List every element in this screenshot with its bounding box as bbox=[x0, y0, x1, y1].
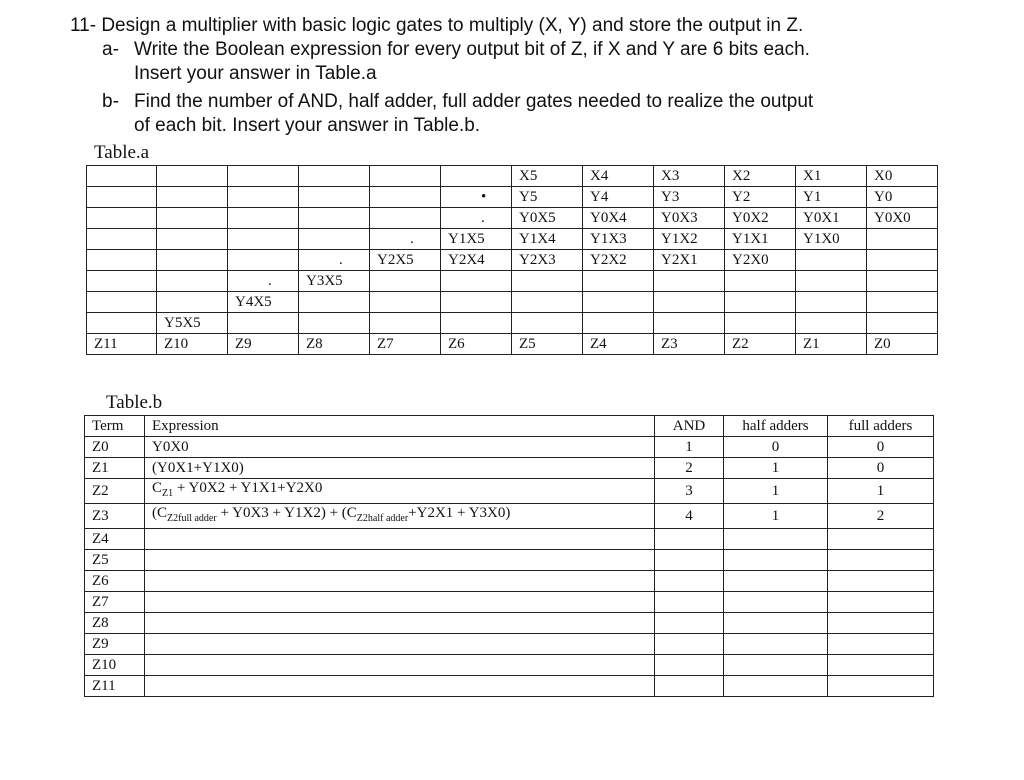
table-b-cell-full: 1 bbox=[828, 479, 934, 504]
table-a-row bbox=[87, 334, 938, 355]
table-b-cell-term: Z9 bbox=[85, 634, 145, 655]
table-b-cell-and: 2 bbox=[655, 458, 724, 479]
table-b-row bbox=[85, 676, 934, 697]
table-a-cell bbox=[157, 187, 228, 208]
table-a-cell bbox=[796, 250, 867, 271]
table-b-header-cell: half adders bbox=[724, 416, 828, 437]
table-b-cell-expr bbox=[145, 479, 655, 504]
table-a-cell bbox=[87, 250, 157, 271]
table-b-cell-term: Z3 bbox=[85, 504, 145, 529]
table-a-cell: Y1X2 bbox=[654, 229, 725, 250]
table-b-cell-full bbox=[828, 550, 934, 571]
table-a-cell: X2 bbox=[725, 166, 796, 187]
table-a-row bbox=[87, 250, 938, 271]
table-a-cell bbox=[370, 313, 441, 334]
table-a-cell: Y2X4 bbox=[441, 250, 512, 271]
expression-expr-post: +Y2X1 + Y3X0) bbox=[408, 505, 511, 521]
table-a-cell bbox=[512, 292, 583, 313]
table-a-cell: Y2X2 bbox=[583, 250, 654, 271]
table-a-cell bbox=[441, 292, 512, 313]
table-a-cell: Y5 bbox=[512, 187, 583, 208]
table-a-cell bbox=[228, 187, 299, 208]
table-b-cell-half bbox=[724, 676, 828, 697]
table-a-cell bbox=[370, 187, 441, 208]
table-a-cell: Y2X0 bbox=[725, 250, 796, 271]
table-b-cell-and bbox=[655, 592, 724, 613]
table-b-cell-half bbox=[724, 550, 828, 571]
part-a-line-2: Insert your answer in Table.a bbox=[134, 63, 377, 84]
table-a-cell: . bbox=[441, 208, 512, 229]
table-a-row bbox=[87, 229, 938, 250]
table-a-cell bbox=[725, 292, 796, 313]
table-b-cell-half bbox=[724, 529, 828, 550]
part-b-line-1: Find the number of AND, half adder, full adder gates needed to realize the output bbox=[134, 91, 814, 112]
table-b-header-cell: full adders bbox=[828, 416, 934, 437]
table-b-cell-and bbox=[655, 550, 724, 571]
table-a-cell bbox=[867, 229, 938, 250]
table-b-cell-expr bbox=[145, 550, 655, 571]
table-b-cell-half bbox=[724, 592, 828, 613]
table-a-cell bbox=[87, 187, 157, 208]
table-a-cell: Y2X1 bbox=[654, 250, 725, 271]
table-a-cell: Y1X0 bbox=[796, 229, 867, 250]
table-a-cell bbox=[796, 313, 867, 334]
table-b-cell-term: Z8 bbox=[85, 613, 145, 634]
table-b-cell-full bbox=[828, 529, 934, 550]
table-a-cell: Z10 bbox=[157, 334, 228, 355]
table-a-cell bbox=[725, 271, 796, 292]
table-b-row bbox=[85, 479, 934, 504]
table-a-cell bbox=[370, 292, 441, 313]
table-a-cell: Y0X4 bbox=[583, 208, 654, 229]
table-a-cell bbox=[87, 166, 157, 187]
table-a-cell bbox=[157, 166, 228, 187]
table-a-body bbox=[87, 166, 938, 355]
table-a-cell bbox=[867, 313, 938, 334]
table-a-cell: Y0X5 bbox=[512, 208, 583, 229]
table-a-cell: Y0X2 bbox=[725, 208, 796, 229]
table-b-cell-half: 0 bbox=[724, 437, 828, 458]
table-a-cell: X1 bbox=[796, 166, 867, 187]
table-a-cell bbox=[299, 187, 370, 208]
table-a-cell bbox=[441, 166, 512, 187]
table-b-cell-term: Z1 bbox=[85, 458, 145, 479]
table-b-cell-full bbox=[828, 655, 934, 676]
table-a-cell bbox=[583, 292, 654, 313]
table-a-cell: Z8 bbox=[299, 334, 370, 355]
table-a-cell: Y0X1 bbox=[796, 208, 867, 229]
table-a-cell: Y0 bbox=[867, 187, 938, 208]
table-b-cell-half: 1 bbox=[724, 479, 828, 504]
table-b-cell-half: 1 bbox=[724, 458, 828, 479]
table-b-cell-full bbox=[828, 613, 934, 634]
table-b-row bbox=[85, 634, 934, 655]
question-line-1 bbox=[70, 14, 803, 38]
table-a-cell: Z11 bbox=[87, 334, 157, 355]
table-a-row bbox=[87, 208, 938, 229]
table-a-cell: X3 bbox=[654, 166, 725, 187]
table-b-cell-full bbox=[828, 571, 934, 592]
table-a-cell bbox=[157, 271, 228, 292]
table-a-cell bbox=[583, 313, 654, 334]
table-a-row bbox=[87, 292, 938, 313]
table-a-cell bbox=[228, 313, 299, 334]
table-a-cell bbox=[867, 250, 938, 271]
table-b-cell-and bbox=[655, 655, 724, 676]
table-a-cell bbox=[87, 292, 157, 313]
table-a-cell bbox=[299, 166, 370, 187]
table-a-cell bbox=[583, 271, 654, 292]
table-a-cell: Y1X3 bbox=[583, 229, 654, 250]
table-b-header-row bbox=[85, 416, 934, 437]
table-b-cell-expr bbox=[145, 529, 655, 550]
table-a-cell: Y3X5 bbox=[299, 271, 370, 292]
table-a-cell bbox=[87, 208, 157, 229]
table-b-header-cell: AND bbox=[655, 416, 724, 437]
table-b-cell-full: 2 bbox=[828, 504, 934, 529]
expression-expr-sub: Z1 bbox=[162, 488, 174, 499]
table-b-cell-full: 0 bbox=[828, 458, 934, 479]
table-b bbox=[84, 415, 934, 697]
table-b-cell-expr: (Y0X1+Y1X0) bbox=[145, 458, 655, 479]
table-a-cell: Y1X1 bbox=[725, 229, 796, 250]
table-b-cell-and bbox=[655, 571, 724, 592]
table-b-cell-expr bbox=[145, 676, 655, 697]
table-a-cell: Y1X4 bbox=[512, 229, 583, 250]
table-b-cell-term: Z10 bbox=[85, 655, 145, 676]
part-a-marker: a- bbox=[102, 39, 119, 60]
table-b-cell-half bbox=[724, 571, 828, 592]
table-a-cell: X4 bbox=[583, 166, 654, 187]
table-a-row bbox=[87, 313, 938, 334]
table-b-cell-half bbox=[724, 655, 828, 676]
table-a-cell: Z4 bbox=[583, 334, 654, 355]
table-b-row bbox=[85, 504, 934, 529]
table-b-row bbox=[85, 550, 934, 571]
table-a-caption: Table.a bbox=[94, 142, 150, 163]
table-b-row bbox=[85, 655, 934, 676]
expression-expr-sub: Z2full adder bbox=[167, 513, 217, 524]
table-a-cell: Z3 bbox=[654, 334, 725, 355]
table-b-row bbox=[85, 613, 934, 634]
table-a-cell: Y2X3 bbox=[512, 250, 583, 271]
table-a-cell bbox=[157, 229, 228, 250]
table-b-cell-and bbox=[655, 529, 724, 550]
table-b-cell-and bbox=[655, 676, 724, 697]
table-b-cell-expr bbox=[145, 592, 655, 613]
table-a-cell bbox=[87, 271, 157, 292]
table-a-cell bbox=[441, 313, 512, 334]
table-a-cell bbox=[228, 166, 299, 187]
table-a-cell bbox=[157, 292, 228, 313]
table-a-row bbox=[87, 187, 938, 208]
table-a-cell: . bbox=[370, 229, 441, 250]
table-a-cell bbox=[87, 313, 157, 334]
table-a-cell: Y0X0 bbox=[867, 208, 938, 229]
table-b-body bbox=[85, 416, 934, 697]
table-a-cell: Z2 bbox=[725, 334, 796, 355]
table-b-row bbox=[85, 529, 934, 550]
table-b-cell-half bbox=[724, 613, 828, 634]
expression-expr-post: + Y0X2 + Y1X1+Y2X0 bbox=[173, 480, 323, 496]
question-part-b bbox=[102, 90, 942, 138]
table-a-cell: Y4 bbox=[583, 187, 654, 208]
table-b-cell-and: 3 bbox=[655, 479, 724, 504]
table-a-cell bbox=[299, 208, 370, 229]
table-b-cell-expr bbox=[145, 655, 655, 676]
table-b-caption: Table.b bbox=[106, 392, 163, 413]
table-a-cell bbox=[299, 229, 370, 250]
table-a-cell bbox=[87, 229, 157, 250]
table-b-cell-full: 0 bbox=[828, 437, 934, 458]
table-b-cell-half: 1 bbox=[724, 504, 828, 529]
part-b-marker: b- bbox=[102, 91, 119, 112]
table-b-cell-term: Z4 bbox=[85, 529, 145, 550]
table-b-cell-term: Z7 bbox=[85, 592, 145, 613]
table-b-row bbox=[85, 458, 934, 479]
table-b-cell-term: Z0 bbox=[85, 437, 145, 458]
table-b-cell-expr bbox=[145, 613, 655, 634]
table-a bbox=[86, 165, 938, 355]
table-a-cell: Y2 bbox=[725, 187, 796, 208]
table-b-row bbox=[85, 592, 934, 613]
table-a-cell: Y1X5 bbox=[441, 229, 512, 250]
table-a-cell: Z5 bbox=[512, 334, 583, 355]
table-a-cell: X5 bbox=[512, 166, 583, 187]
table-a-cell bbox=[796, 271, 867, 292]
table-b-cell-term: Z6 bbox=[85, 571, 145, 592]
table-a-cell bbox=[370, 208, 441, 229]
table-a-cell bbox=[725, 313, 796, 334]
table-b-cell-and: 4 bbox=[655, 504, 724, 529]
table-a-cell: . bbox=[228, 271, 299, 292]
table-b-header-cell: Term bbox=[85, 416, 145, 437]
table-b-cell-term: Z2 bbox=[85, 479, 145, 504]
table-b-cell-and: 1 bbox=[655, 437, 724, 458]
table-a-cell: Z9 bbox=[228, 334, 299, 355]
table-a-cell bbox=[299, 292, 370, 313]
table-b-cell-term: Z11 bbox=[85, 676, 145, 697]
table-b-cell-full bbox=[828, 592, 934, 613]
part-a-line-1: Write the Boolean expression for every output bit of Z, if X and Y are 6 bits each. bbox=[134, 39, 810, 60]
table-a-cell: . bbox=[299, 250, 370, 271]
table-b-row bbox=[85, 571, 934, 592]
table-a-cell: Z1 bbox=[796, 334, 867, 355]
table-a-row bbox=[87, 166, 938, 187]
table-b-cell-full bbox=[828, 634, 934, 655]
table-a-cell bbox=[654, 313, 725, 334]
expression-expr-mid: + Y0X3 + Y1X2) + (C bbox=[216, 505, 357, 521]
table-a-cell: Z0 bbox=[867, 334, 938, 355]
table-a-cell: Y3 bbox=[654, 187, 725, 208]
table-a-cell: • bbox=[441, 187, 512, 208]
table-a-cell: X0 bbox=[867, 166, 938, 187]
table-a-cell: Y2X5 bbox=[370, 250, 441, 271]
table-a-cell: Z7 bbox=[370, 334, 441, 355]
table-b-cell-half bbox=[724, 634, 828, 655]
table-a-cell bbox=[512, 313, 583, 334]
table-b-header-cell: Expression bbox=[145, 416, 655, 437]
table-a-cell: Y5X5 bbox=[157, 313, 228, 334]
table-a-cell bbox=[654, 271, 725, 292]
table-a-row bbox=[87, 271, 938, 292]
table-b-cell-term: Z5 bbox=[85, 550, 145, 571]
expression-expr-pre: (C bbox=[152, 505, 167, 521]
table-b-row bbox=[85, 437, 934, 458]
table-a-cell bbox=[796, 292, 867, 313]
expression-expr-sub2: Z2half adder bbox=[356, 513, 409, 524]
table-a-cell bbox=[228, 229, 299, 250]
table-a-cell: Z6 bbox=[441, 334, 512, 355]
table-b-cell-expr bbox=[145, 504, 655, 529]
table-a-cell: Y4X5 bbox=[228, 292, 299, 313]
table-a-cell: Y0X3 bbox=[654, 208, 725, 229]
table-b-cell-expr: Y0X0 bbox=[145, 437, 655, 458]
table-a-cell: Y1 bbox=[796, 187, 867, 208]
table-a-cell bbox=[228, 250, 299, 271]
table-b-cell-full bbox=[828, 676, 934, 697]
table-b-cell-expr bbox=[145, 571, 655, 592]
table-a-cell bbox=[867, 271, 938, 292]
question-title: 11- Design a multiplier with basic logic gates to multiply (X, Y) and store the output in Z. bbox=[70, 15, 804, 36]
table-a-cell bbox=[441, 271, 512, 292]
question-part-a bbox=[102, 38, 942, 86]
part-b-line-2: of each bit. Insert your answer in Table.b. bbox=[134, 115, 481, 136]
table-a-cell bbox=[370, 271, 441, 292]
table-b-cell-and bbox=[655, 613, 724, 634]
table-b-cell-expr bbox=[145, 634, 655, 655]
table-a-cell bbox=[867, 292, 938, 313]
table-a-cell bbox=[299, 313, 370, 334]
table-a-cell bbox=[370, 166, 441, 187]
table-a-cell bbox=[228, 208, 299, 229]
table-a-cell bbox=[654, 292, 725, 313]
expression-expr-pre: C bbox=[152, 480, 163, 496]
table-a-cell bbox=[512, 271, 583, 292]
table-b-cell-and bbox=[655, 634, 724, 655]
table-a-cell bbox=[157, 250, 228, 271]
table-a-cell bbox=[157, 208, 228, 229]
